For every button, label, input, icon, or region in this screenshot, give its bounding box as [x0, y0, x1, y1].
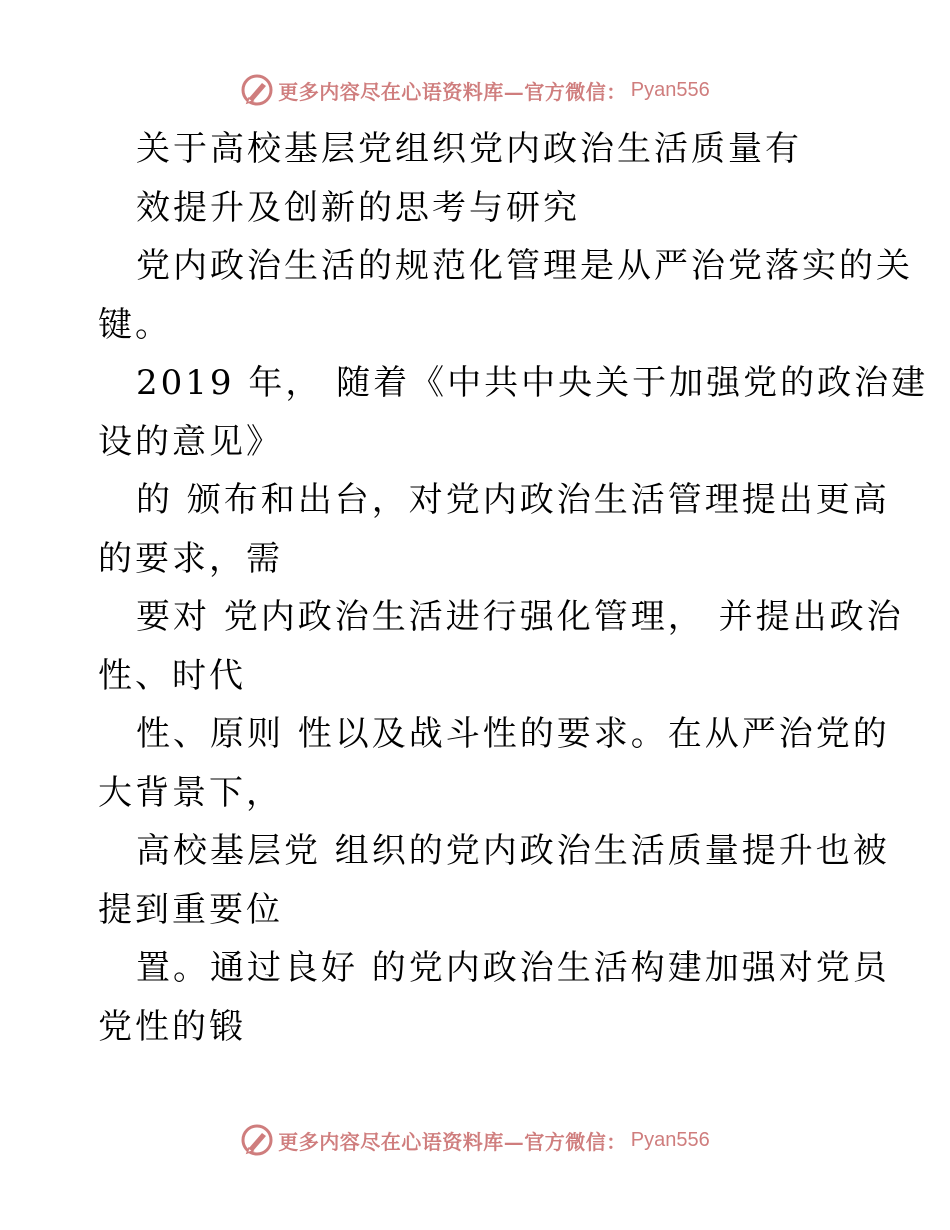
text-line: 高校基层党 组织的党内政治生活质量提升也被 — [136, 831, 890, 871]
text-line: 关于高校基层党组织党内政治生活质量有 — [136, 129, 802, 169]
text-line: 性、时代 — [98, 655, 246, 696]
document-body — [98, 120, 929, 1056]
footer-watermark-banner — [0, 1120, 950, 1160]
text-line: 党内政治生活的规范化管理是从严治党落实的关 — [136, 246, 913, 286]
pen-seal-icon — [240, 73, 274, 107]
text-line: 的要求，需 — [98, 538, 283, 579]
header-watermark-banner — [0, 70, 950, 110]
banner-wechat-id: Pyan556 — [630, 78, 710, 101]
text-line: 党性的锻 — [98, 1006, 246, 1047]
text-line: 提到重要位 — [98, 889, 283, 930]
text-line: 2019 年， 随着《中共中央关于加强党的政治建 — [136, 363, 929, 403]
text-line: 大背景下， — [98, 772, 283, 813]
text-line: 性、原则 性以及战斗性的要求。在从严治党的 — [136, 714, 890, 754]
text-line: 设的意见》 — [98, 421, 283, 462]
text-line: 效提升及创新的思考与研究 — [136, 187, 580, 228]
banner-wechat-id: Pyan556 — [630, 1128, 710, 1151]
banner-site-text: 更多内容尽在心语资料库—官方微信： — [278, 79, 627, 104]
text-line: 置。通过良好 的党内政治生活构建加强对党员 — [136, 948, 890, 988]
text-line: 要对 党内政治生活进行强化管理， 并提出政治 — [136, 597, 904, 637]
banner-site-text: 更多内容尽在心语资料库—官方微信： — [278, 1129, 627, 1154]
pen-seal-icon — [240, 1123, 274, 1157]
text-line: 键。 — [98, 304, 172, 345]
text-line: 的 颁布和出台，对党内政治生活管理提出更高 — [136, 480, 890, 520]
